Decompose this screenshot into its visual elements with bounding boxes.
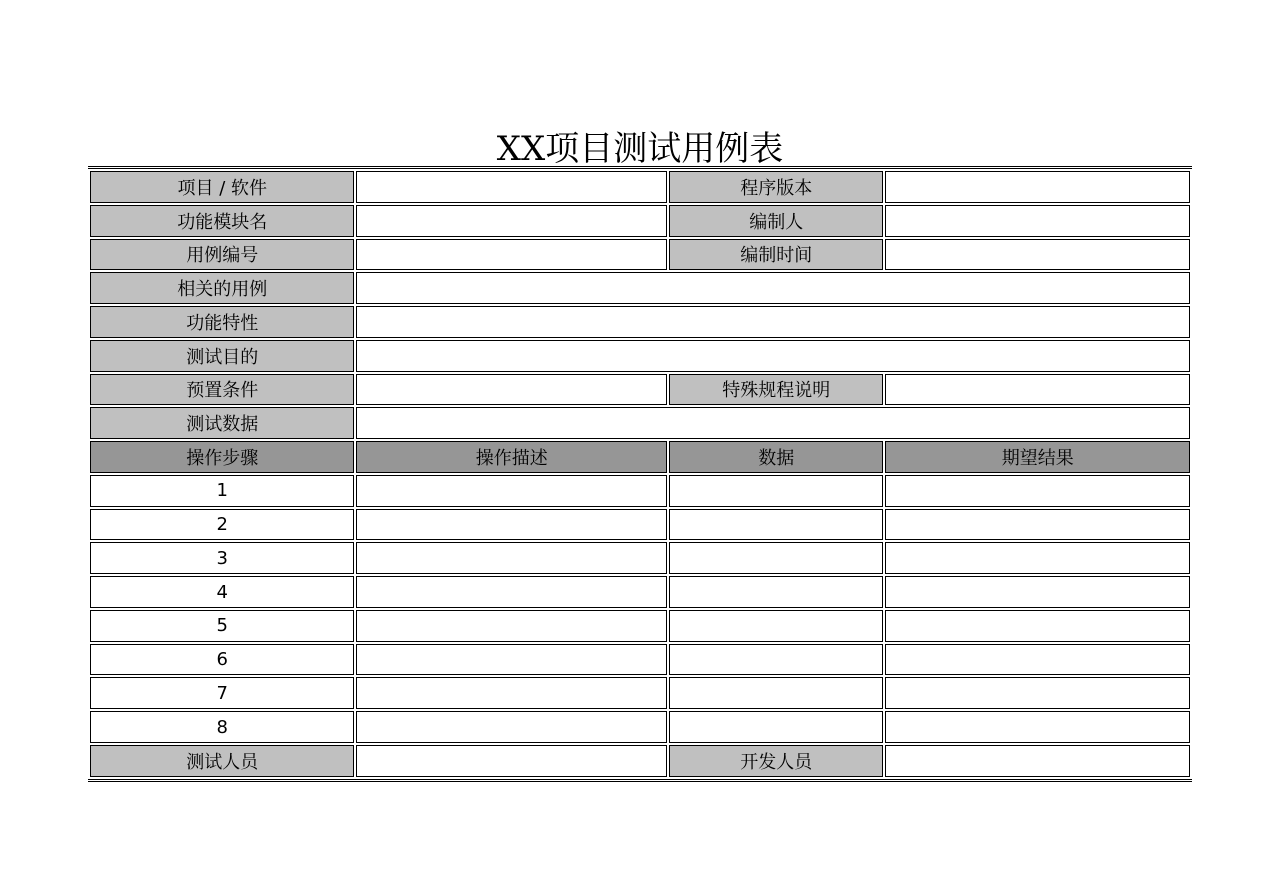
step-description-cell[interactable]	[356, 610, 667, 642]
author-field[interactable]	[885, 205, 1190, 237]
table-row	[90, 272, 1190, 304]
table-row	[90, 407, 1190, 439]
step-number: 7	[90, 677, 354, 709]
compile-time-field[interactable]	[885, 239, 1190, 271]
developer-label: 开发人员	[669, 745, 883, 777]
step-data-cell[interactable]	[669, 610, 883, 642]
step-number: 8	[90, 711, 354, 743]
page-title: XX项目测试用例表	[496, 129, 784, 169]
step-expected-cell[interactable]	[885, 509, 1190, 541]
step-data-cell[interactable]	[669, 576, 883, 608]
project-software-label: 项目 / 软件	[90, 171, 354, 203]
test-purpose-field[interactable]	[356, 340, 1190, 372]
step-number: 4	[90, 576, 354, 608]
step-description-cell[interactable]	[356, 677, 667, 709]
table-row	[90, 205, 1190, 237]
feature-label: 功能特性	[90, 306, 354, 338]
step-expected-cell[interactable]	[885, 610, 1190, 642]
step-number: 3	[90, 542, 354, 574]
step-number: 2	[90, 509, 354, 541]
author-label: 编制人	[669, 205, 883, 237]
test-data-field[interactable]	[356, 407, 1190, 439]
step-description-cell[interactable]	[356, 475, 667, 507]
step-expected-cell[interactable]	[885, 711, 1190, 743]
step-data-cell[interactable]	[669, 509, 883, 541]
table-row	[90, 340, 1190, 372]
step-description-cell[interactable]	[356, 711, 667, 743]
step-expected-cell[interactable]	[885, 644, 1190, 676]
step-expected-cell[interactable]	[885, 677, 1190, 709]
step-description-cell[interactable]	[356, 576, 667, 608]
compile-time-label: 编制时间	[669, 239, 883, 271]
test-data-label: 测试数据	[90, 407, 354, 439]
step-description-cell[interactable]	[356, 542, 667, 574]
step-expected-cell[interactable]	[885, 475, 1190, 507]
step-row	[90, 711, 1190, 743]
tester-field[interactable]	[356, 745, 667, 777]
column-header-description: 操作描述	[356, 441, 667, 473]
step-data-cell[interactable]	[669, 644, 883, 676]
step-row	[90, 677, 1190, 709]
step-data-cell[interactable]	[669, 711, 883, 743]
table-row	[90, 239, 1190, 271]
special-procedure-field[interactable]	[885, 374, 1190, 406]
table-row	[90, 171, 1190, 203]
test-case-form	[88, 166, 1192, 782]
step-row	[90, 644, 1190, 676]
column-header-step: 操作步骤	[90, 441, 354, 473]
step-number: 1	[90, 475, 354, 507]
project-software-field[interactable]	[356, 171, 667, 203]
table-row	[90, 374, 1190, 406]
step-data-cell[interactable]	[669, 677, 883, 709]
case-id-field[interactable]	[356, 239, 667, 271]
related-cases-label: 相关的用例	[90, 272, 354, 304]
related-cases-field[interactable]	[356, 272, 1190, 304]
special-procedure-label: 特殊规程说明	[669, 374, 883, 406]
step-data-cell[interactable]	[669, 542, 883, 574]
column-header-expected: 期望结果	[885, 441, 1190, 473]
feature-field[interactable]	[356, 306, 1190, 338]
step-data-cell[interactable]	[669, 475, 883, 507]
program-version-label: 程序版本	[669, 171, 883, 203]
step-number: 5	[90, 610, 354, 642]
step-row	[90, 542, 1190, 574]
step-expected-cell[interactable]	[885, 542, 1190, 574]
step-expected-cell[interactable]	[885, 576, 1190, 608]
step-row	[90, 576, 1190, 608]
tester-label: 测试人员	[90, 745, 354, 777]
step-number: 6	[90, 644, 354, 676]
developer-field[interactable]	[885, 745, 1190, 777]
table-row	[90, 745, 1190, 777]
test-purpose-label: 测试目的	[90, 340, 354, 372]
step-description-cell[interactable]	[356, 644, 667, 676]
step-row	[90, 610, 1190, 642]
test-case-table	[88, 169, 1192, 779]
module-name-label: 功能模块名	[90, 205, 354, 237]
table-row	[90, 306, 1190, 338]
module-name-field[interactable]	[356, 205, 667, 237]
case-id-label: 用例编号	[90, 239, 354, 271]
step-row	[90, 509, 1190, 541]
preconditions-field[interactable]	[356, 374, 667, 406]
program-version-field[interactable]	[885, 171, 1190, 203]
column-header-data: 数据	[669, 441, 883, 473]
preconditions-label: 预置条件	[90, 374, 354, 406]
step-row	[90, 475, 1190, 507]
step-description-cell[interactable]	[356, 509, 667, 541]
steps-header-row	[90, 441, 1190, 473]
